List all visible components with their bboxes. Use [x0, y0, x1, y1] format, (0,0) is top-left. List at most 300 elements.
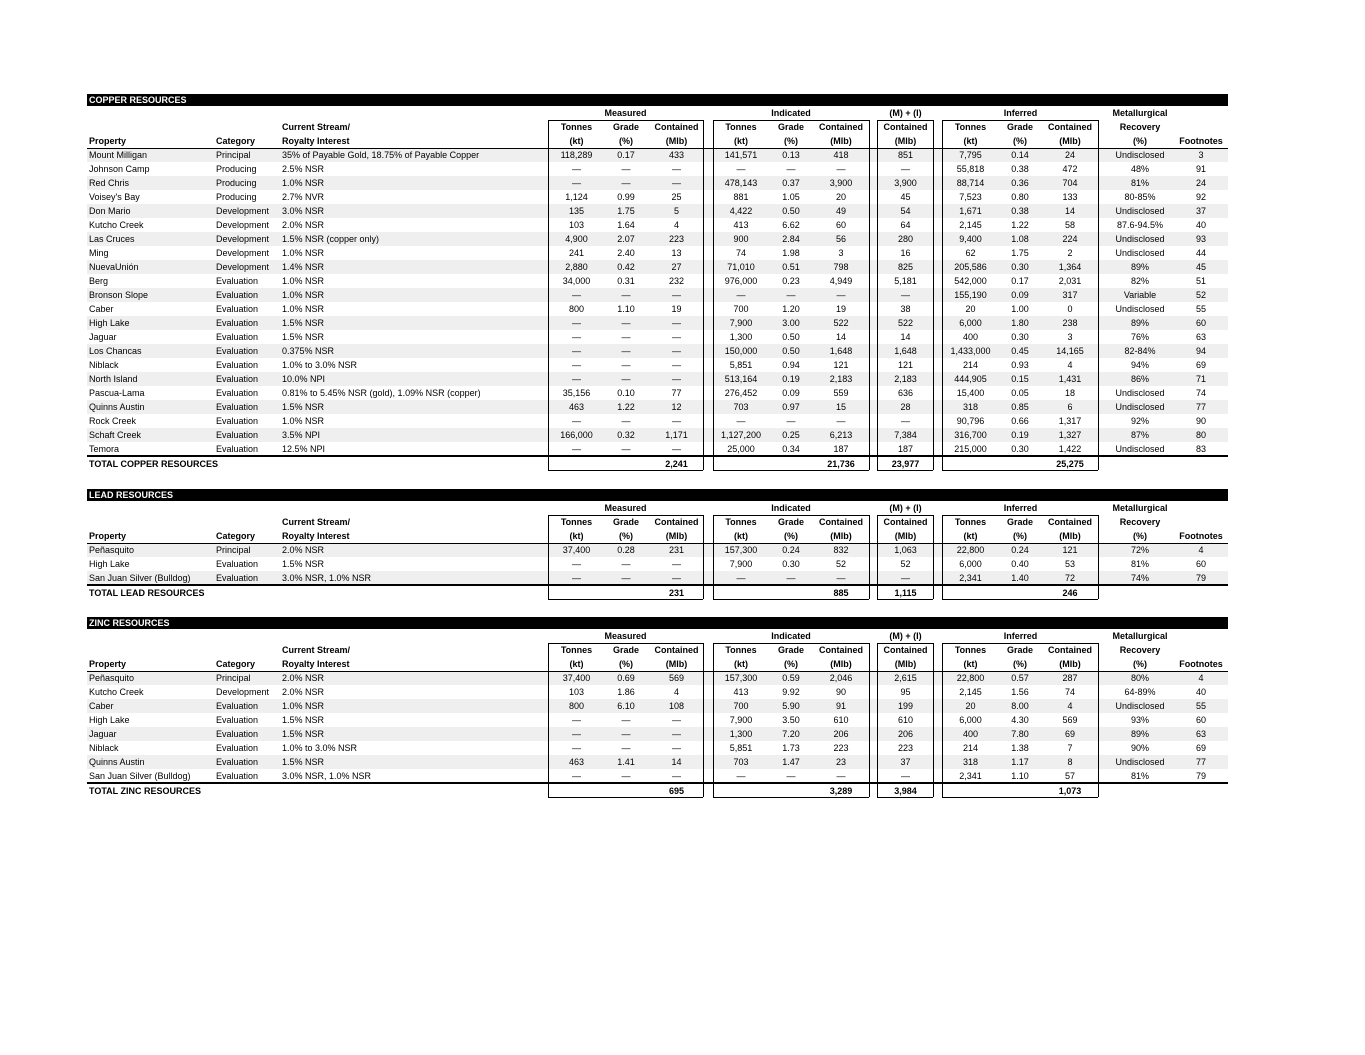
measured-tonnes-cell: 463 — [568, 402, 585, 412]
total-measured: 695 — [668, 786, 685, 796]
header-unit-inferred-contained: (Mlb) — [1059, 531, 1081, 541]
stream-cell: 12.5% NPI — [282, 444, 326, 454]
header-unit-inferred-tonnes: (kt) — [963, 531, 978, 541]
header-mi-contained: Contained — [883, 122, 928, 132]
category-cell: Principal — [216, 673, 251, 683]
measured-tonnes-cell: — — [572, 743, 581, 753]
mi-contained-cell: 1,063 — [894, 545, 917, 555]
indicated-tonnes-cell: 150,000 — [724, 346, 758, 356]
header-inferred: Inferred — [1003, 108, 1038, 118]
header-measured-grade: Grade — [612, 517, 639, 527]
inferred-tonnes-cell: 15,400 — [956, 388, 985, 398]
property-cell: Temora — [89, 444, 120, 454]
indicated-tonnes-cell: 71,010 — [727, 262, 755, 272]
measured-contained-cell: 13 — [671, 248, 682, 258]
mi-contained-cell: — — [901, 573, 910, 583]
inferred-tonnes-cell: 205,586 — [954, 262, 987, 272]
inferred-contained-cell: 1,364 — [1058, 262, 1082, 272]
inferred-tonnes-cell: 318 — [962, 757, 979, 767]
measured-tonnes-cell: — — [572, 332, 581, 342]
header-property: Property — [89, 531, 127, 541]
indicated-tonnes-cell: 900 — [733, 234, 749, 244]
footnotes-cell: 24 — [1195, 178, 1206, 188]
recovery-cell: 90% — [1130, 743, 1149, 753]
indicated-tonnes-cell: — — [736, 573, 746, 583]
header-metallurgical: Metallurgical — [1112, 108, 1168, 118]
indicated-tonnes-cell: 25,000 — [727, 444, 755, 454]
inferred-contained-cell: 472 — [1062, 164, 1078, 174]
header-unit-inferred-contained: (Mlb) — [1059, 136, 1081, 146]
inferred-box-left — [942, 643, 943, 797]
inferred-grade-cell: 1.38 — [1011, 743, 1029, 753]
inferred-grade-cell: 1.08 — [1011, 234, 1029, 244]
inferred-grade-cell: 0.57 — [1011, 673, 1029, 683]
measured-tonnes-cell: — — [572, 290, 581, 300]
footnotes-cell: 91 — [1195, 164, 1206, 174]
measured-tonnes-cell: — — [572, 360, 581, 370]
stream-cell: 2.0% NSR — [282, 673, 325, 683]
inferred-tonnes-cell: 215,000 — [954, 444, 987, 454]
total-inferred: 1,073 — [1058, 786, 1082, 796]
total-label: TOTAL LEAD RESOURCES — [89, 588, 205, 598]
property-cell: Rock Creek — [89, 416, 137, 426]
header-inferred-grade: Grade — [1006, 645, 1033, 655]
header-stream-line2: Royalty Interest — [282, 136, 350, 146]
indicated-box-top — [713, 120, 869, 121]
recovery-cell: 81% — [1130, 771, 1149, 781]
measured-tonnes-cell: 166,000 — [560, 430, 593, 440]
measured-contained-cell: — — [672, 729, 681, 739]
indicated-contained-cell: 798 — [833, 262, 849, 272]
indicated-tonnes-cell: 513,164 — [724, 374, 758, 384]
property-cell: Peñasquito — [89, 545, 135, 555]
header-unit-indicated-grade: (%) — [784, 531, 798, 541]
measured-contained-cell: 4 — [673, 220, 679, 230]
measured-grade-cell: 1.86 — [617, 687, 635, 697]
recovery-cell: Undisclosed — [1115, 304, 1165, 314]
inferred-contained-cell: 4 — [1067, 360, 1073, 370]
category-cell: Evaluation — [216, 416, 259, 426]
header-measured-contained: Contained — [654, 517, 699, 527]
inferred-contained-cell: 317 — [1062, 290, 1078, 300]
category-cell: Development — [216, 262, 270, 272]
header-indicated-contained: Contained — [819, 517, 863, 527]
recovery-cell: Undisclosed — [1115, 150, 1165, 160]
category-cell: Evaluation — [216, 402, 259, 412]
stream-cell: 1.5% NSR — [282, 757, 325, 767]
measured-grade-cell: 0.31 — [617, 276, 635, 286]
table-row — [87, 400, 1228, 414]
measured-grade-cell: — — [621, 164, 631, 174]
header-stream-line1: Current Stream/ — [282, 122, 351, 132]
header-mi-contained: Contained — [883, 645, 928, 655]
header-unit-measured-contained: (Mlb) — [665, 531, 688, 541]
property-cell: Ming — [89, 248, 109, 258]
mi-contained-cell: — — [901, 290, 910, 300]
indicated-tonnes-cell: — — [736, 164, 746, 174]
header-inferred-tonnes: Tonnes — [954, 122, 987, 132]
total-mi: 23,977 — [891, 459, 920, 469]
header-unit-measured-contained: (Mlb) — [665, 136, 688, 146]
measured-contained-cell: 231 — [668, 545, 685, 555]
mi-contained-cell: 522 — [897, 318, 914, 328]
indicated-contained-cell: 14 — [835, 332, 846, 342]
stream-cell: 1.5% NSR — [282, 729, 325, 739]
indicated-grade-cell: 3.50 — [782, 715, 800, 725]
measured-contained-cell: — — [672, 164, 681, 174]
inferred-contained-cell: 69 — [1064, 729, 1075, 739]
header-property: Property — [89, 659, 127, 669]
stream-cell: 1.0% NSR — [282, 248, 325, 258]
header-measured-contained: Contained — [654, 645, 699, 655]
header-unit-indicated-tonnes: (kt) — [734, 659, 748, 669]
header-indicated-contained: Contained — [819, 645, 863, 655]
inferred-contained-cell: 1,431 — [1058, 374, 1082, 384]
table-row — [87, 543, 1228, 557]
inferred-contained-cell: 133 — [1062, 192, 1078, 202]
indicated-contained-cell: 4,949 — [829, 276, 853, 286]
footnotes-cell: 55 — [1195, 701, 1206, 711]
mi-contained-cell: 37 — [900, 757, 911, 767]
indicated-contained-cell: 418 — [833, 150, 849, 160]
mi-contained-cell: 636 — [897, 388, 914, 398]
recovery-cell: 82-84% — [1124, 346, 1156, 356]
indicated-tonnes-cell: 703 — [733, 402, 749, 412]
mi-box-right — [933, 643, 934, 797]
footnotes-cell: 69 — [1195, 360, 1206, 370]
footnotes-cell: 40 — [1195, 687, 1206, 697]
recovery-cell: Undisclosed — [1115, 248, 1165, 258]
footnotes-cell: 60 — [1195, 559, 1206, 569]
recovery-cell: 74% — [1130, 573, 1149, 583]
measured-tonnes-cell: 37,400 — [562, 673, 591, 683]
indicated-grade-cell: 6.62 — [782, 220, 800, 230]
indicated-contained-cell: 2,046 — [829, 673, 853, 683]
header-unit-measured-grade: (%) — [619, 136, 633, 146]
indicated-grade-cell: 3.00 — [782, 318, 800, 328]
property-cell: Jaguar — [89, 729, 117, 739]
indicated-grade-cell: 0.13 — [782, 150, 800, 160]
measured-box-top — [548, 515, 703, 516]
category-cell: Producing — [216, 164, 257, 174]
header-stream-line1: Current Stream/ — [282, 517, 351, 527]
measured-tonnes-cell: 103 — [568, 220, 585, 230]
inferred-tonnes-cell: 318 — [962, 402, 979, 412]
indicated-contained-cell: 559 — [833, 388, 849, 398]
mi-contained-cell: 45 — [900, 192, 911, 202]
indicated-tonnes-cell: 1,300 — [729, 332, 753, 342]
property-cell: Bronson Slope — [89, 290, 149, 300]
indicated-contained-cell: 121 — [833, 360, 849, 370]
measured-tonnes-cell: — — [572, 318, 581, 328]
measured-contained-cell: 4 — [673, 687, 679, 697]
measured-grade-cell: 6.10 — [617, 701, 635, 711]
indicated-tonnes-cell: 74 — [735, 248, 746, 258]
inferred-tonnes-cell: 2,145 — [959, 220, 982, 230]
header-mi-contained: Contained — [883, 517, 928, 527]
stream-cell: 2.0% NSR — [282, 545, 325, 555]
indicated-tonnes-cell: 276,452 — [724, 388, 758, 398]
recovery-cell: Undisclosed — [1115, 402, 1165, 412]
category-cell: Evaluation — [216, 715, 259, 725]
measured-grade-cell: 0.99 — [617, 192, 635, 202]
measured-contained-cell: 569 — [668, 673, 685, 683]
header-property: Property — [89, 136, 127, 146]
stream-cell: 2.7% NVR — [282, 192, 325, 202]
header-mi: (M) + (I) — [889, 631, 922, 641]
header-indicated: Indicated — [771, 631, 811, 641]
indicated-grade-cell: 0.50 — [782, 332, 800, 342]
measured-contained-cell: — — [672, 444, 681, 454]
stream-cell: 1.5% NSR — [282, 332, 325, 342]
indicated-contained-cell: 20 — [835, 192, 846, 202]
mi-contained-cell: 2,183 — [894, 374, 917, 384]
measured-tonnes-cell: — — [572, 729, 581, 739]
header-stream-line2: Royalty Interest — [282, 531, 350, 541]
measured-tonnes-cell: — — [572, 164, 581, 174]
recovery-cell: 86% — [1130, 374, 1149, 384]
section-title: COPPER RESOURCES — [87, 94, 1228, 106]
measured-grade-cell: — — [621, 360, 631, 370]
indicated-contained-cell: 187 — [833, 444, 849, 454]
inferred-contained-cell: 6 — [1067, 402, 1073, 412]
category-cell: Evaluation — [216, 276, 259, 286]
measured-tonnes-cell: 135 — [568, 206, 585, 216]
inferred-tonnes-cell: 9,400 — [959, 234, 982, 244]
header-inferred-contained: Contained — [1048, 517, 1092, 527]
stream-cell: 1.0% NSR — [282, 290, 325, 300]
category-cell: Evaluation — [216, 304, 259, 314]
indicated-contained-cell: 3,900 — [829, 178, 853, 188]
category-cell: Development — [216, 234, 270, 244]
footnotes-cell: 79 — [1195, 573, 1206, 583]
category-cell: Evaluation — [216, 374, 259, 384]
table-row — [87, 386, 1228, 400]
header-inferred-tonnes: Tonnes — [954, 517, 987, 527]
category-cell: Evaluation — [216, 360, 259, 370]
indicated-contained-cell: 610 — [833, 715, 849, 725]
measured-grade-cell: 1.64 — [617, 220, 635, 230]
header-indicated-tonnes: Tonnes — [725, 122, 757, 132]
indicated-contained-cell: 832 — [833, 545, 849, 555]
measured-contained-cell: 232 — [668, 276, 685, 286]
total-indicated: 885 — [833, 588, 849, 598]
indicated-contained-cell: 60 — [835, 220, 846, 230]
mi-contained-cell: 199 — [897, 701, 914, 711]
inferred-grade-cell: 1.00 — [1011, 304, 1029, 314]
measured-grade-cell: 1.75 — [617, 206, 635, 216]
property-cell: High Lake — [89, 715, 130, 725]
measured-tonnes-cell: — — [572, 346, 581, 356]
indicated-grade-cell: 0.59 — [782, 673, 800, 683]
inferred-contained-cell: 224 — [1062, 234, 1078, 244]
header-mi: (M) + (I) — [889, 503, 922, 513]
inferred-grade-cell: 0.24 — [1011, 545, 1029, 555]
inferred-grade-cell: 0.45 — [1011, 346, 1029, 356]
measured-grade-cell: — — [621, 318, 631, 328]
measured-grade-cell: 1.10 — [617, 304, 635, 314]
total-measured: 2,241 — [665, 459, 688, 469]
section-copper-resources — [87, 94, 1228, 472]
inferred-contained-cell: 2,031 — [1058, 276, 1082, 286]
measured-tonnes-cell: 241 — [568, 248, 585, 258]
indicated-contained-cell: — — [836, 164, 846, 174]
inferred-tonnes-cell: 6,000 — [959, 559, 982, 569]
indicated-contained-cell: 206 — [833, 729, 849, 739]
header-unit-inferred-grade: (%) — [1013, 659, 1027, 669]
measured-box-left — [548, 643, 549, 797]
indicated-box-top — [713, 515, 869, 516]
header-measured-tonnes: Tonnes — [560, 517, 593, 527]
inferred-grade-cell: 0.93 — [1011, 360, 1029, 370]
category-cell: Development — [216, 687, 270, 697]
measured-contained-cell: — — [672, 743, 681, 753]
footnotes-cell: 4 — [1198, 673, 1204, 683]
recovery-cell: 89% — [1130, 729, 1149, 739]
inferred-grade-cell: 1.17 — [1011, 757, 1029, 767]
inferred-tonnes-cell: 62 — [965, 248, 976, 258]
category-cell: Development — [216, 248, 270, 258]
header-unit-mi-contained: (Mlb) — [894, 659, 917, 669]
header-stream-line1: Current Stream/ — [282, 645, 351, 655]
inferred-contained-cell: 24 — [1064, 150, 1075, 160]
mi-contained-cell: 206 — [897, 729, 914, 739]
indicated-grade-cell: 5.90 — [782, 701, 800, 711]
property-cell: San Juan Silver (Bulldog) — [89, 573, 191, 583]
measured-grade-cell: — — [621, 346, 631, 356]
section-zinc-resources — [87, 617, 1228, 799]
total-inferred: 25,275 — [1056, 459, 1084, 469]
measured-tonnes-cell: 2,880 — [565, 262, 588, 272]
footnotes-cell: 63 — [1195, 729, 1206, 739]
stream-cell: 1.5% NSR — [282, 402, 325, 412]
indicated-box-left — [713, 643, 714, 797]
header-measured-contained: Contained — [654, 122, 699, 132]
indicated-contained-cell: 6,213 — [829, 430, 853, 440]
table-row — [87, 685, 1228, 699]
measured-contained-cell: — — [672, 290, 681, 300]
recovery-cell: 80-85% — [1124, 192, 1156, 202]
header-unit-measured-tonnes: (kt) — [569, 659, 584, 669]
inferred-grade-cell: 7.80 — [1011, 729, 1029, 739]
table-row — [87, 260, 1228, 274]
recovery-cell: 81% — [1130, 559, 1149, 569]
property-cell: Kutcho Creek — [89, 220, 144, 230]
table-row — [87, 302, 1228, 316]
recovery-cell: 64-89% — [1124, 687, 1156, 697]
mi-contained-cell: 2,615 — [894, 673, 917, 683]
header-unit-measured-grade: (%) — [619, 659, 633, 669]
mi-contained-cell: 16 — [900, 248, 911, 258]
inferred-tonnes-cell: 20 — [965, 701, 976, 711]
property-cell: Caber — [89, 304, 114, 314]
inferred-tonnes-cell: 55,818 — [956, 164, 985, 174]
section-title: ZINC RESOURCES — [87, 617, 1228, 629]
category-cell: Evaluation — [216, 757, 259, 767]
property-cell: Berg — [89, 276, 109, 286]
recovery-cell: Undisclosed — [1115, 757, 1165, 767]
category-cell: Evaluation — [216, 701, 259, 711]
category-cell: Producing — [216, 178, 257, 188]
stream-cell: 1.0% NSR — [282, 178, 325, 188]
header-inferred-grade: Grade — [1006, 122, 1033, 132]
stream-cell: 10.0% NPI — [282, 374, 326, 384]
inferred-grade-cell: 0.05 — [1011, 388, 1029, 398]
indicated-tonnes-cell: 703 — [733, 757, 749, 767]
inferred-contained-cell: 14 — [1064, 206, 1075, 216]
header-stream-line2: Royalty Interest — [282, 659, 350, 669]
indicated-tonnes-cell: 413 — [733, 687, 749, 697]
inferred-contained-cell: 18 — [1064, 388, 1075, 398]
measured-box-right — [703, 643, 704, 797]
inferred-contained-cell: 58 — [1064, 220, 1075, 230]
recovery-cell: 81% — [1130, 178, 1149, 188]
total-mi: 1,115 — [894, 588, 917, 598]
measured-contained-cell: — — [672, 715, 681, 725]
inferred-contained-cell: 2 — [1067, 248, 1073, 258]
indicated-box-left — [713, 120, 714, 470]
header-unit-recovery: (%) — [1133, 531, 1147, 541]
indicated-contained-cell: 223 — [833, 743, 849, 753]
measured-grade-cell: 2.07 — [617, 234, 635, 244]
inferred-box-right — [1098, 643, 1099, 797]
header-unit-measured-tonnes: (kt) — [569, 136, 584, 146]
inferred-grade-cell: 1.75 — [1011, 248, 1029, 258]
footnotes-cell: 79 — [1195, 771, 1206, 781]
total-inferred: 246 — [1062, 588, 1078, 598]
category-cell: Evaluation — [216, 290, 259, 300]
inferred-contained-cell: 53 — [1064, 559, 1075, 569]
mi-box-left — [877, 120, 878, 470]
table-row — [87, 428, 1228, 442]
measured-grade-cell: 1.41 — [617, 757, 635, 767]
indicated-grade-cell: 0.37 — [782, 178, 800, 188]
inferred-grade-cell: 1.56 — [1011, 687, 1029, 697]
recovery-cell: 72% — [1130, 545, 1149, 555]
measured-grade-cell: — — [621, 374, 631, 384]
header-mi: (M) + (I) — [889, 108, 922, 118]
property-cell: Quinns Austin — [89, 402, 145, 412]
indicated-tonnes-cell: — — [736, 290, 746, 300]
total-row — [87, 784, 1228, 798]
table-row — [87, 176, 1228, 190]
mi-contained-cell: 121 — [897, 360, 914, 370]
inferred-tonnes-cell: 214 — [962, 360, 979, 370]
property-cell: San Juan Silver (Bulldog) — [89, 771, 191, 781]
header-inferred: Inferred — [1003, 503, 1038, 513]
measured-tonnes-cell: — — [572, 178, 581, 188]
header-unit-indicated-grade: (%) — [784, 659, 798, 669]
indicated-contained-cell: — — [836, 416, 846, 426]
property-cell: Jaguar — [89, 332, 117, 342]
measured-contained-cell: 12 — [671, 402, 682, 412]
category-cell: Evaluation — [216, 573, 259, 583]
header-recovery: Recovery — [1119, 517, 1161, 527]
footnotes-cell: 60 — [1195, 318, 1206, 328]
measured-tonnes-cell: 118,289 — [560, 150, 593, 160]
mi-contained-cell: — — [901, 164, 910, 174]
measured-grade-cell: — — [621, 559, 631, 569]
stream-cell: 2.0% NSR — [282, 220, 325, 230]
table-row — [87, 741, 1228, 755]
inferred-contained-cell: 287 — [1062, 673, 1078, 683]
inferred-contained-cell: 72 — [1064, 573, 1075, 583]
header-unit-measured-contained: (Mlb) — [665, 659, 688, 669]
section-title: LEAD RESOURCES — [87, 489, 1228, 501]
indicated-grade-cell: 7.20 — [782, 729, 800, 739]
measured-contained-cell: 25 — [671, 192, 682, 202]
stream-cell: 3.0% NSR — [282, 206, 325, 216]
